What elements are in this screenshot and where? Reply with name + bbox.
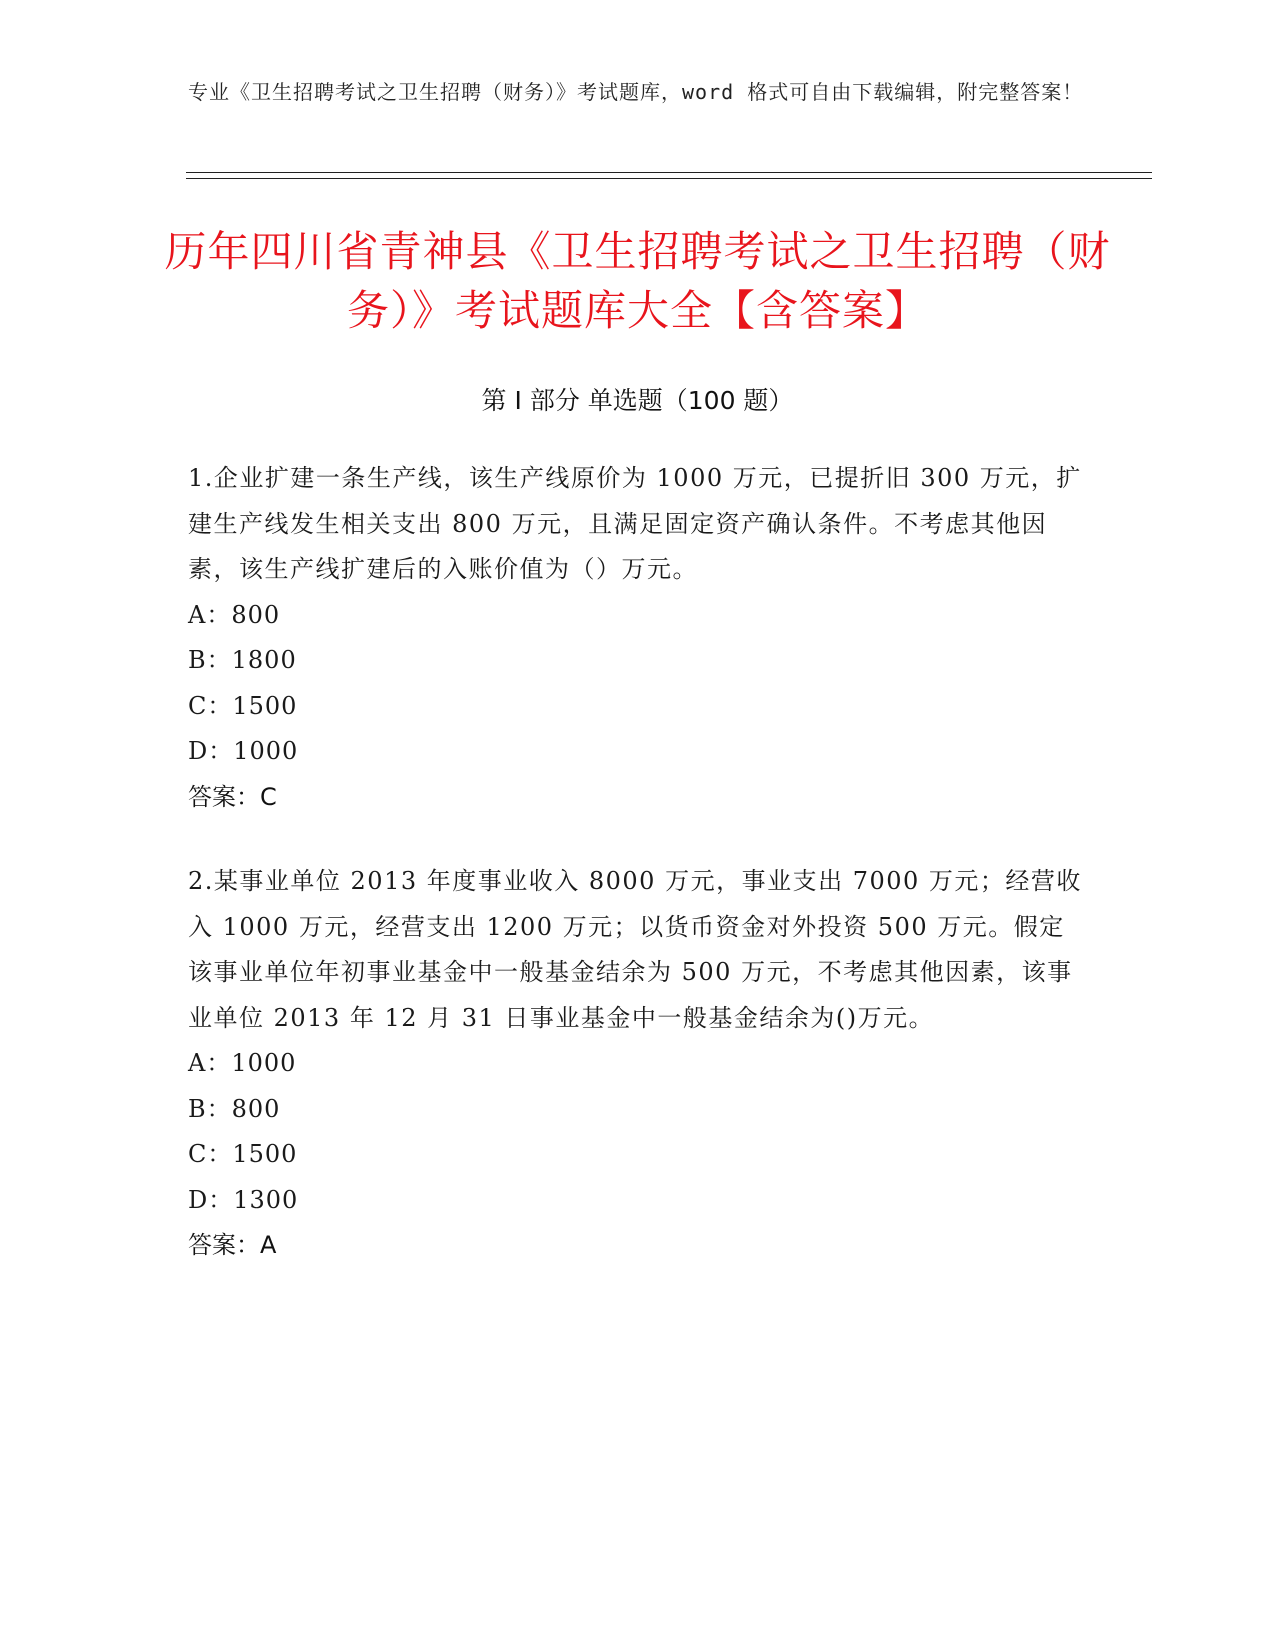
option-b: B：800 [188,1094,281,1123]
section-heading: 第 I 部分 单选题（100 题） [481,386,794,415]
option-d: D：1300 [188,1185,299,1214]
header-note: 专业《卫生招聘考试之卫生招聘（财务）》考试题库，word 格式可自由下载编辑，附完整答案！ [188,80,1084,104]
option-b: B：1800 [188,646,297,674]
option-c: C：1500 [188,691,298,720]
question-stem: 1.企业扩建一条生产线，该生产线原价为 1000 万元，已提折旧 300 万元，扩建生产线发生相关支出 800 万元，且满足固定资产确认条件。不考虑其他因素，该生产线扩建后的入账价值为（）万元。 [188,464,1082,583]
option-c: C：1500 [188,1140,298,1168]
header-divider-bottom [186,178,1152,179]
option-d: D：1000 [188,737,299,765]
header-divider-top [186,172,1152,173]
question-2 [188,859,1088,1269]
option-a: A：800 [188,600,281,629]
question-stem: 2.某事业单位 2013 年度事业收入 8000 万元，事业支出 7000 万元；经营收入 1000 万元，经营支出 1200 万元；以货币资金对外投资 500 万元。假定该事业单位年初事业基金中一般基金结余为 500 万元，不考虑其他因素，该事业单位 2013 年 12 月 31 日事业基金中一般基金结余为()万元。 [188,867,1082,1032]
answer: 答案：A [188,1231,277,1259]
document-title: 历年四川省青神县《卫生招聘考试之卫生招聘（财务）》考试题库大全【含答案】 [164,227,1111,335]
question-1 [188,456,1088,820]
option-a: A：1000 [188,1049,297,1077]
answer: 答案：C [188,782,277,811]
